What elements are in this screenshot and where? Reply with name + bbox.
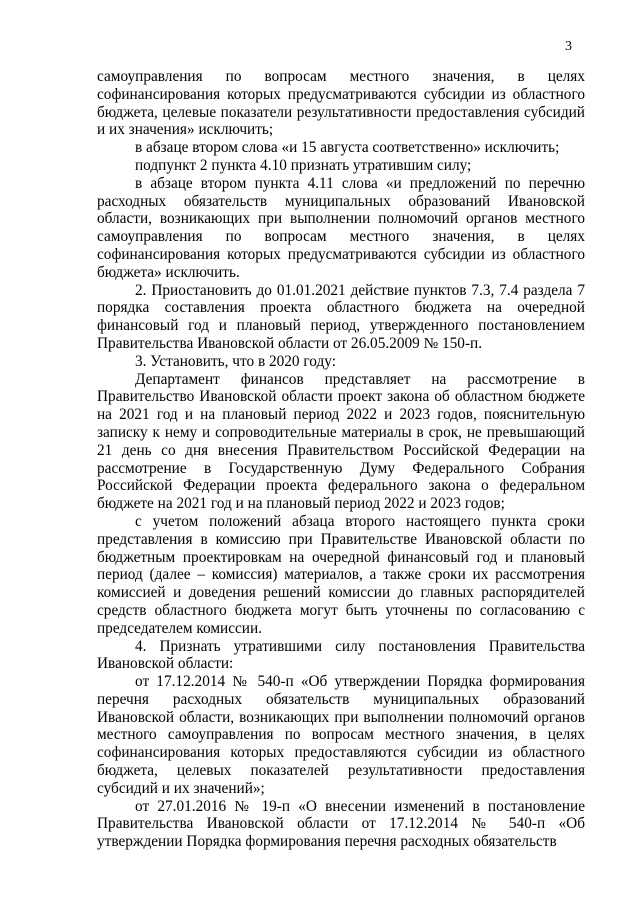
page-number: 3 bbox=[565, 39, 572, 54]
paragraph: от 27.01.2016 № 19-п «О внесении изменений в постановление Правительства Ивановской области от 17.12.2014 № 540-п «Об утверждении Порядка формирования перечня расходных обязательств bbox=[97, 797, 585, 851]
paragraph: подпункт 2 пункта 4.10 признать утратившим силу; bbox=[135, 156, 472, 174]
paragraph: в абзаце втором пункта 4.11 слова «и предложений по перечню расходных обязательств муниципальных образований Ивановской области, возникающих при выполнении полномочий органов местного самоуправления по вопросам местного значения, в целях софинансирования которых предусматриваются субсидии из областного бюджета» исключить. bbox=[97, 174, 585, 281]
paragraph: 2. Приостановить до 01.01.2021 действие пунктов 7.3, 7.4 раздела 7 порядка составления проекта областного бюджета на очередной финансовый год и плановый период, утвержденного постановлением Правительства Ивановской области от 26.05.2009 № 150-п. bbox=[97, 281, 585, 352]
paragraph: с учетом положений абзаца второго настоящего пункта сроки представления в комиссию при Правительстве Ивановской области по бюджетным проектировкам на очередной финансовый год и плановый период (далее – комиссия) материалов, а также сроки их рассмотрения комиссией и доведения решений комиссии до главных распорядителей средств областного бюджета могут быть уточнены по согласованию с председателем комиссии. bbox=[97, 512, 585, 637]
paragraph-continuation: самоуправления по вопросам местного значения, в целях софинансирования которых предусматриваются субсидии из областного бюджета, целевые показатели результативности предоставления субсидий и их значения» исключить; bbox=[97, 68, 585, 139]
document-body bbox=[97, 68, 585, 851]
paragraph: от 17.12.2014 № 540-п «Об утверждении Порядка формирования перечня расходных обязательств муниципальных образований Ивановской области, возникающих при выполнении полномочий органов местного самоуправления по вопросам местного значения, в целях софинансирования которых предоставляются субсидии из областного бюджета, целевых показателей результативности предоставления субсидий и их значений»; bbox=[97, 673, 585, 797]
paragraph: 3. Установить, что в 2020 году: bbox=[135, 352, 336, 370]
paragraph: 4. Признать утратившими силу постановления Правительства Ивановской области: bbox=[97, 637, 585, 673]
paragraph: Департамент финансов представляет на рассмотрение в Правительство Ивановской области проект закона об областном бюджете на 2021 год и на плановый период 2022 и 2023 годов, пояснительную записку к нему и сопроводительные материалы в срок, не превышающий 21 день со дня внесения Правительством Российской Федерации на рассмотрение в Государственную Думу Федерального Собрания Российской Федерации проекта федерального закона о федеральном бюджете на 2021 год и на плановый период 2022 и 2023 годов; bbox=[97, 370, 585, 513]
paragraph: в абзаце втором слова «и 15 августа соответственно» исключить; bbox=[135, 139, 560, 157]
